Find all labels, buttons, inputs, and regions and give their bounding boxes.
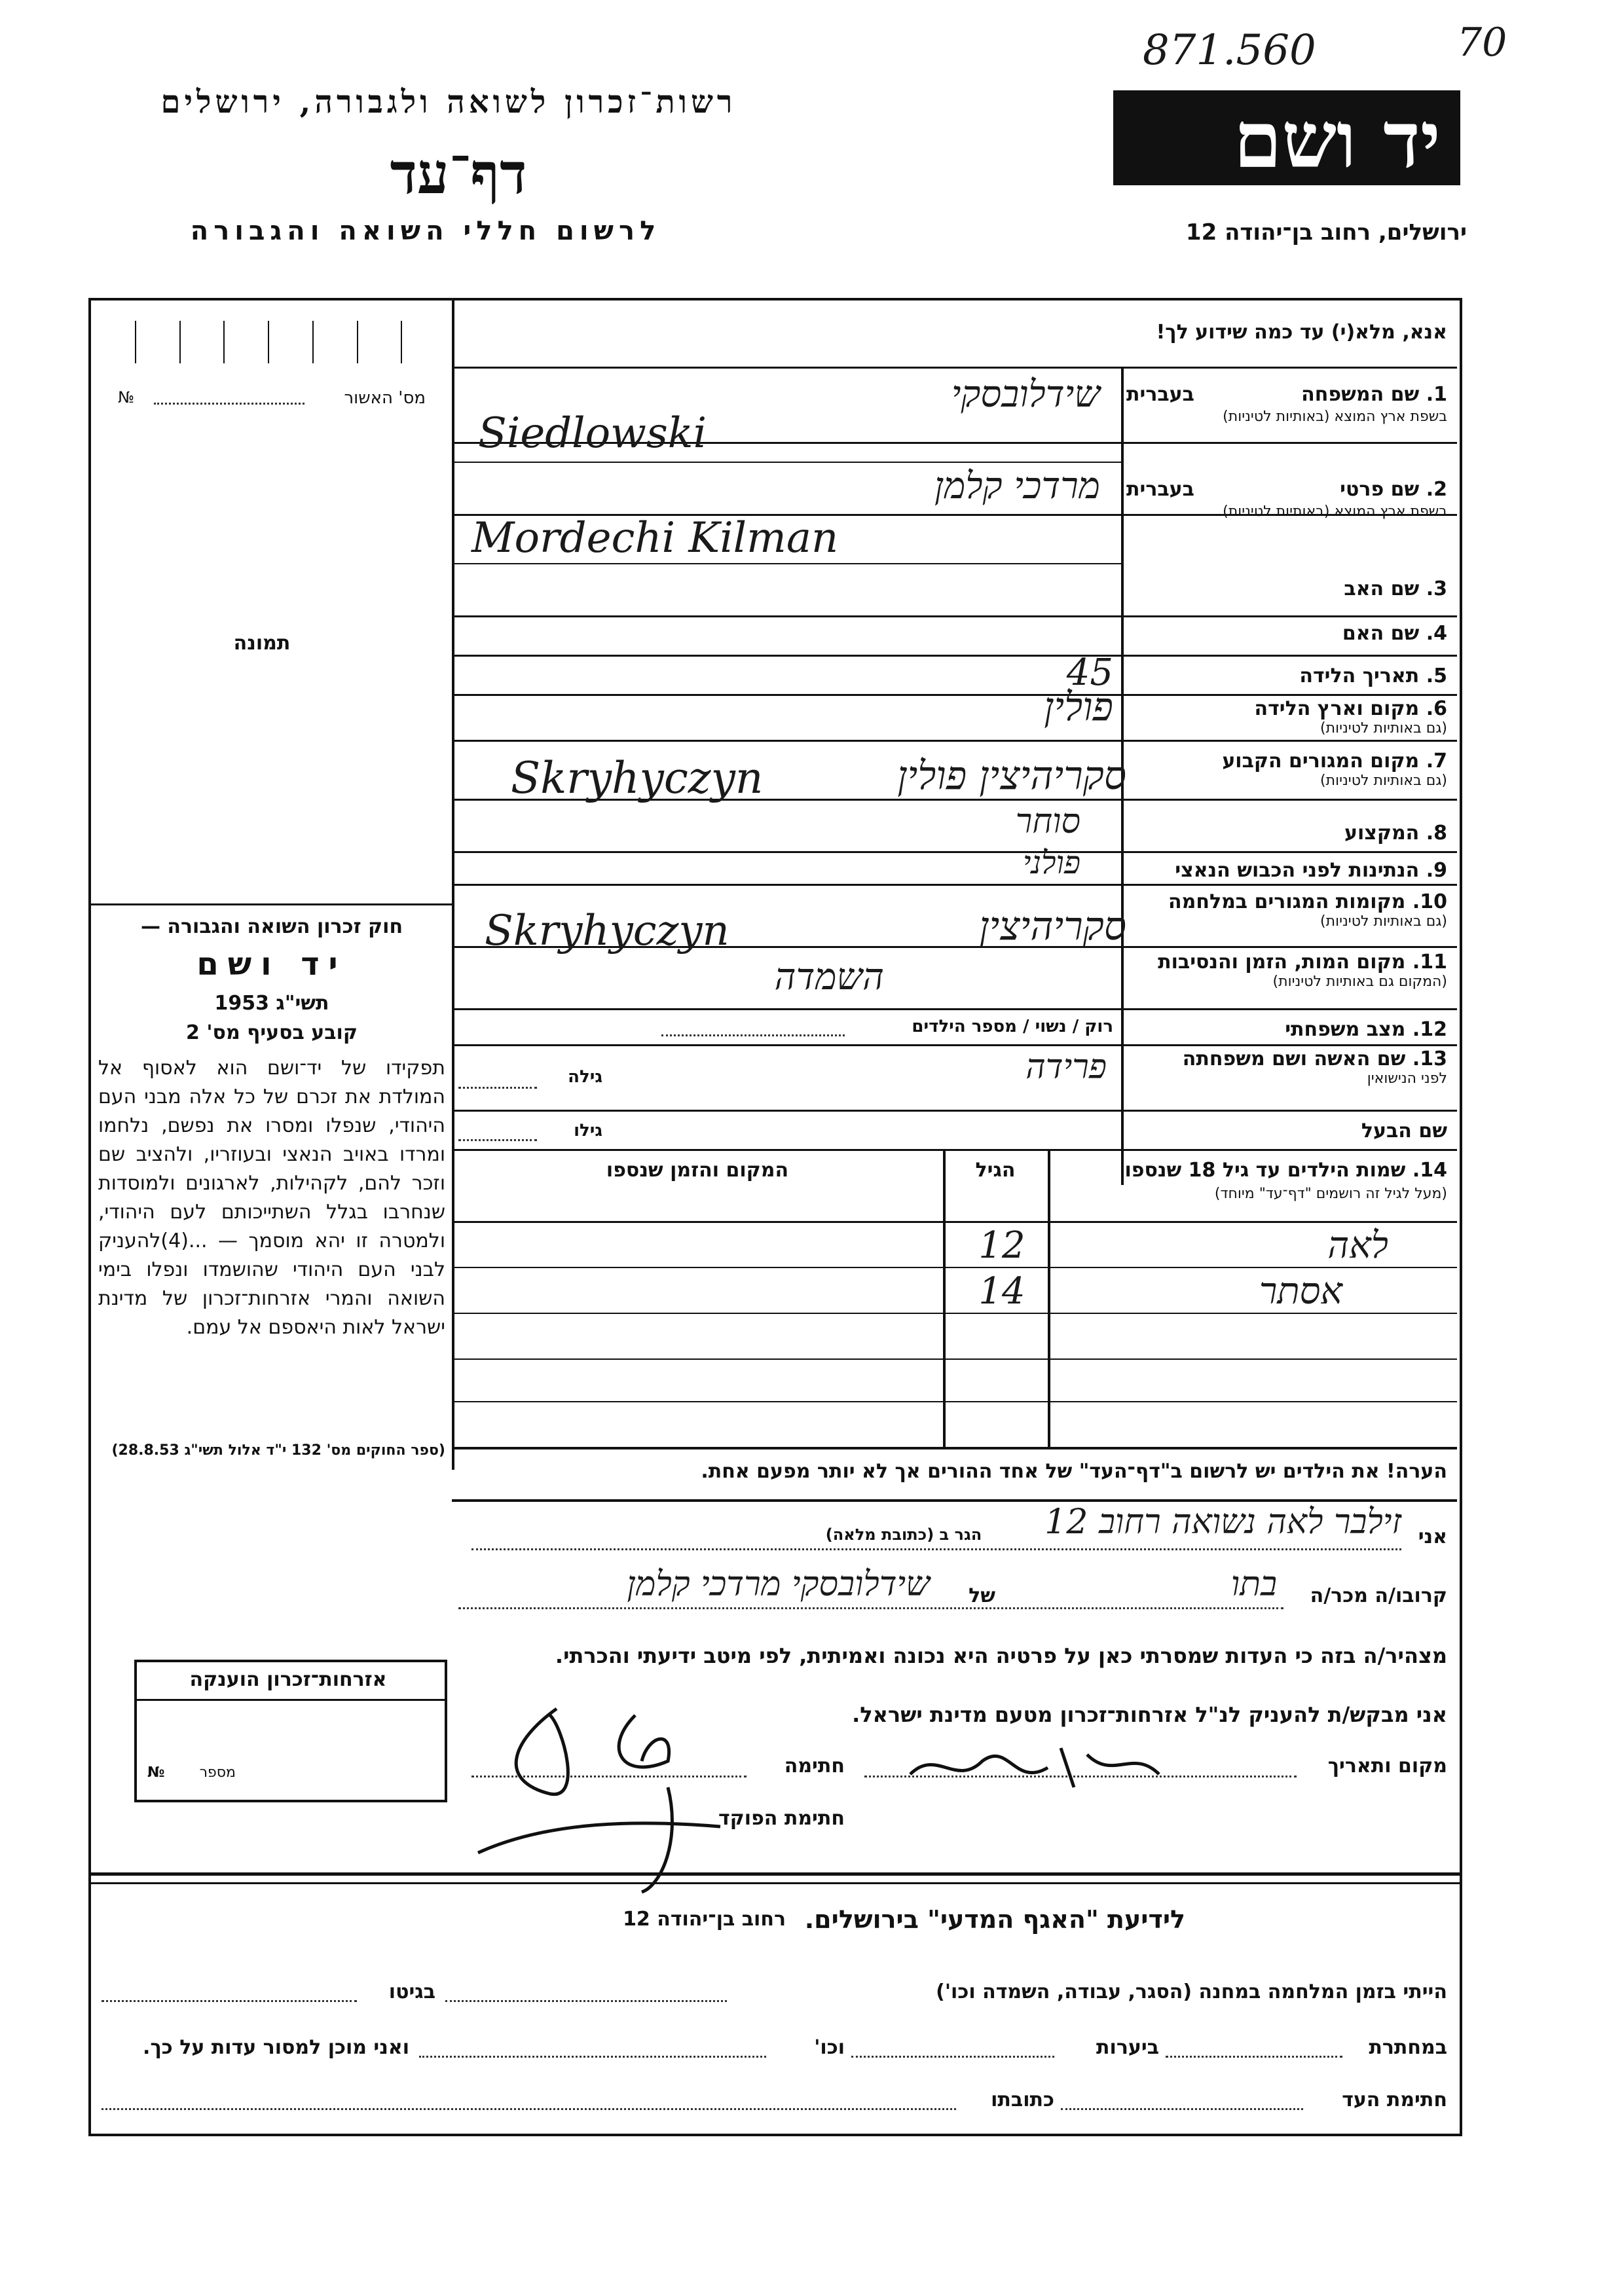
footer-etc-label: וכו' (814, 2036, 845, 2059)
family-name-sub: בשפת ארץ המוצא (באותיות לטיניות) (1223, 409, 1447, 425)
corner-mark: 70 (1457, 20, 1507, 65)
of-value: שידלובסקי מרדכי קלמן (627, 1565, 930, 1604)
field-wife-name: 13. שם האשה ושם משפחתה לפני הנישואין (1182, 1048, 1447, 1087)
declarant-name-value: זילבר לאה נשואה רחוב 12 (1044, 1503, 1401, 1542)
first-name-latin-value: Mordechi Kilman (471, 514, 839, 562)
birth-date-value: 45 (1066, 651, 1113, 694)
footer-title: לידיעת "האגף המדעי" בירושלים. (804, 1905, 1185, 1934)
intro-text: אנא, מלא(י) עד כמה שידוע לך! (1156, 321, 1447, 344)
field-death-place: 11. מקום המות, הזמן והנסיבות (המקום גם באותיות לטיניות) (1158, 951, 1447, 990)
field-husband-name: שם הבעל (1361, 1120, 1447, 1142)
certificate-no-sign: № (147, 1764, 165, 1781)
field-permanent-residence: 7. מקום המגורים הקבוע (גם באותיות לטיניות) (1222, 750, 1447, 789)
hebrew-col-label-2: בעברית (1126, 478, 1194, 501)
request-text: אני מבקש/ת להעניק לנ"ל אזרחות־זכרון מטעם מדינת ישראל. (852, 1702, 1447, 1727)
of-label: של (969, 1584, 995, 1607)
field-citizenship: 9. הנתינות לפני הכבוש הנאצי (1175, 859, 1447, 882)
residence-hebrew-value: סקריהיצין פולין (897, 753, 1126, 799)
relative-label: קרובו/ה מכר/ה (1310, 1584, 1447, 1607)
declaration-text: מצהיר/ה בזה כי העדות שמסרתי כאן על פרטיה היא נכונה ואמיתית, לפי מיטב ידיעתי והכרתי. (555, 1643, 1447, 1668)
signature-scribble (471, 1689, 864, 1899)
field-wartime-residence: 10. מקומות המגורים במלחמה (גם באותיות לטיניות) (1168, 890, 1447, 930)
marital-status-options: רוק / נשוי / מספר הילדים (912, 1017, 1113, 1036)
footer-ghetto-label: בגיטו (388, 1980, 435, 2003)
field-family-name (1126, 383, 1447, 425)
declarant-address-label: הגר ב (כתובת מלאה) (825, 1525, 982, 1544)
husband-age-label: גילו (574, 1121, 602, 1140)
authority-name: רשות־זכרון לשואה ולגבורה, ירושלים (160, 84, 737, 120)
wife-name-value: פרידה (1025, 1048, 1107, 1087)
field-mother-name: 4. שם האם (1342, 622, 1447, 645)
field-birth-place: 6. מקום וארץ הלידה (גם באותיות לטיניות) (1254, 697, 1447, 737)
field-father-name: 3. שם האב (1344, 577, 1447, 600)
field-birth-date: 5. תאריך הלידה (1299, 665, 1447, 687)
header-address: ירושלים, רחוב בן־יהודה 12 (1185, 219, 1467, 246)
footer-underground-label: במחתרת (1369, 2036, 1447, 2059)
family-name-label: 1. שם המשפחה (1301, 383, 1447, 406)
occupation-value: סוחר (1015, 802, 1080, 841)
relative-value: בתו (1230, 1565, 1277, 1604)
child-name-1: לאה (1327, 1224, 1388, 1267)
law-section: קובע בסעיף מס' 2 (186, 1021, 358, 1044)
footer-testimony-line: ואני מוכן למסור עדות על כך. (143, 2036, 409, 2059)
child-age-2: 14 (978, 1270, 1025, 1313)
law-year: תשי"ג 1953 (214, 992, 329, 1015)
field-marital-status: 12. מצב משפחתי (1285, 1018, 1447, 1041)
hebrew-col-label-1: בעברית (1126, 383, 1194, 406)
first-name-hebrew-value: מרדכי קלמן (934, 465, 1100, 507)
wartime-residence-latin-value: Skryhyczyn (485, 907, 729, 955)
permit-boxes (92, 321, 445, 363)
death-place-value: השמדה (774, 956, 884, 998)
family-name-latin-value: Siedlowski (478, 409, 707, 458)
yad-vashem-logo: יד ושם (1113, 90, 1460, 185)
law-name: יד ושם (196, 946, 347, 983)
place-date-label: מקום ותאריך (1327, 1755, 1447, 1777)
form-title: דף־עד (390, 141, 527, 207)
photo-label: תמונה (233, 632, 291, 655)
citizenship-value: פולני (1022, 845, 1080, 881)
field-occupation: 8. המקצוע (1344, 822, 1447, 845)
declarant-i-label: אני (1418, 1525, 1447, 1548)
footer-address-label: כתובתו (991, 2088, 1054, 2111)
certificate-number-label: מספר (199, 1764, 236, 1781)
first-name-sub: בשפת ארץ המוצא (באותיות לטיניות) (1223, 503, 1447, 520)
children-note: הערה! את הילדים יש לרשום ב"דף־העד" של אחד ההורים אך לא יותר מפעם אחת. (701, 1460, 1447, 1483)
footer-witness-signature-label: חתימת העד (1342, 2088, 1447, 2111)
children-place-header: המקום והזמן שנספו (606, 1159, 789, 1182)
wartime-residence-hebrew-value: סקריהיצין (979, 903, 1126, 949)
form-subtitle: לרשום חללי השואה והגבורה (190, 216, 661, 246)
footer-address: רחוב בן־יהודה 12 (623, 1908, 786, 1931)
law-text: תפקידו של יד־ושם הוא לאסוף אל המולדת את זכרם של כל אלה מבני העם היהודי, שנפלו ומסרו את נפשם, נלחמו ומרדו באויב הנאצי ובעוזריו, ולהציב שם וזכר להם, לקהילות, לארגונים ולמוסדות שנחרבו בגלל השתייכותם לעם היהודי, ולמטרה זו יהא מוסמך — ...(4)להעניק לבני העם היהודי שהושמדו ונפלו בימי השואה והמרי אזרחות־זכרון של מדינת ישראל לאות היאספם אל עמם. (98, 1057, 445, 1339)
child-age-1: 12 (978, 1224, 1025, 1267)
permit-label: מס' האשור (344, 388, 426, 408)
law-reference: (ספר החוקים מס' 132 י"ד אלול תשי"ג 28.8.53) (111, 1442, 445, 1459)
child-name-2: אסתר (1259, 1270, 1342, 1313)
residence-latin-value: Skryhyczyn (511, 753, 764, 803)
family-name-hebrew-value: שידלובסקי (951, 373, 1100, 416)
footer-forests-label: ביערות (1096, 2036, 1159, 2059)
date-scribble (904, 1728, 1166, 1807)
wife-age-label: גילה (568, 1067, 602, 1087)
law-title: חוק זכרון השואה והגבורה — (140, 915, 403, 938)
officer-signature-label: חתימת הפוקד (718, 1807, 845, 1830)
signature-label: חתימה (784, 1755, 845, 1777)
birth-place-value: פולין (1044, 684, 1113, 730)
permit-no-sign: № (118, 388, 134, 407)
children-age-header: הגיל (975, 1159, 1016, 1182)
reference-number: 871.560 (1143, 26, 1316, 75)
footer-camp-line: הייתי בזמן המלחמה במחנה (הסגר, עבודה, השמדה וכו') (936, 1980, 1447, 2003)
children-names-header: 14. שמות הילדים עד גיל 18 שנספו (מעל לגיל זה רושמים "דף־עד" מיוחד) (1124, 1159, 1447, 1202)
certificate-title: אזרחות־זכרון הוענקה (189, 1668, 387, 1691)
field-first-name: 2. שם פרטי בעברית בשפת ארץ המוצא (באותיות לטיניות) (1126, 478, 1447, 520)
